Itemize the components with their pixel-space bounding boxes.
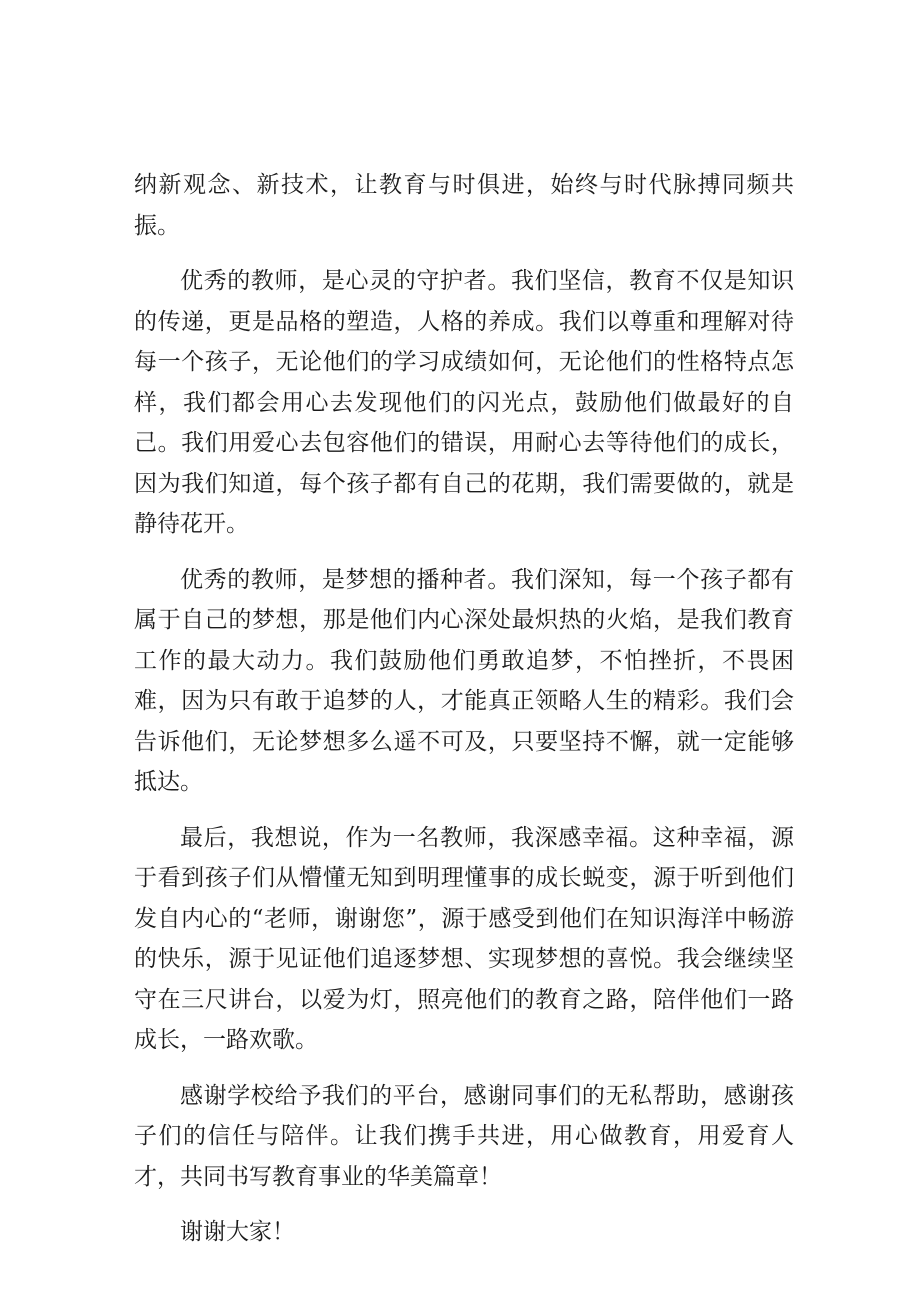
- paragraph-thanks: 感谢学校给予我们的平台，感谢同事们的无私帮助，感谢孩子们的信任与陪伴。让我们携手共进，用心做教育，用爱育人才，共同书写教育事业的华美篇章！: [134, 1082, 794, 1190]
- paragraph-continuation: 纳新观念、新技术，让教育与时俱进，始终与时代脉搏同频共振。: [134, 172, 794, 239]
- paragraph-closing: 谢谢大家！: [180, 1219, 295, 1245]
- body-text: [134, 165, 794, 1268]
- paragraph-dream-sower: 优秀的教师，是梦想的播种者。我们深知，每一个孩子都有属于自己的梦想，那是他们内心深处最炽热的火焰，是我们教育工作的最大动力。我们鼓励他们勇敢追梦，不怕挫折，不畏困难，因为只有敢于追梦的人，才能真正领略人生的精彩。我们会告诉他们，无论梦想多么遥不可及，只要坚持不懈，就一定能够抵达。: [134, 566, 794, 795]
- paragraph-guardian: 优秀的教师，是心灵的守护者。我们坚信，教育不仅是知识的传递，更是品格的塑造，人格的养成。我们以尊重和理解对待每一个孩子，无论他们的学习成绩如何，无论他们的性格特点怎样，我们都会用心去发现他们的闪光点，鼓励他们做最好的自己。我们用爱心去包容他们的错误，用耐心去等待他们的成长，因为我们知道，每个孩子都有自己的花期，我们需要做的，就是静待花开。: [134, 268, 794, 537]
- paragraph-happiness: 最后，我想说，作为一名教师，我深感幸福。这种幸福，源于看到孩子们从懵懂无知到明理懂事的成长蜕变，源于听到他们发自内心的“老师，谢谢您”，源于感受到他们在知识海洋中畅游的快乐，源于见证他们追逐梦想、实现梦想的喜悦。我会继续坚守在三尺讲台，以爱为灯，照亮他们的教育之路，陪伴他们一路成长，一路欢歌。: [134, 824, 794, 1053]
